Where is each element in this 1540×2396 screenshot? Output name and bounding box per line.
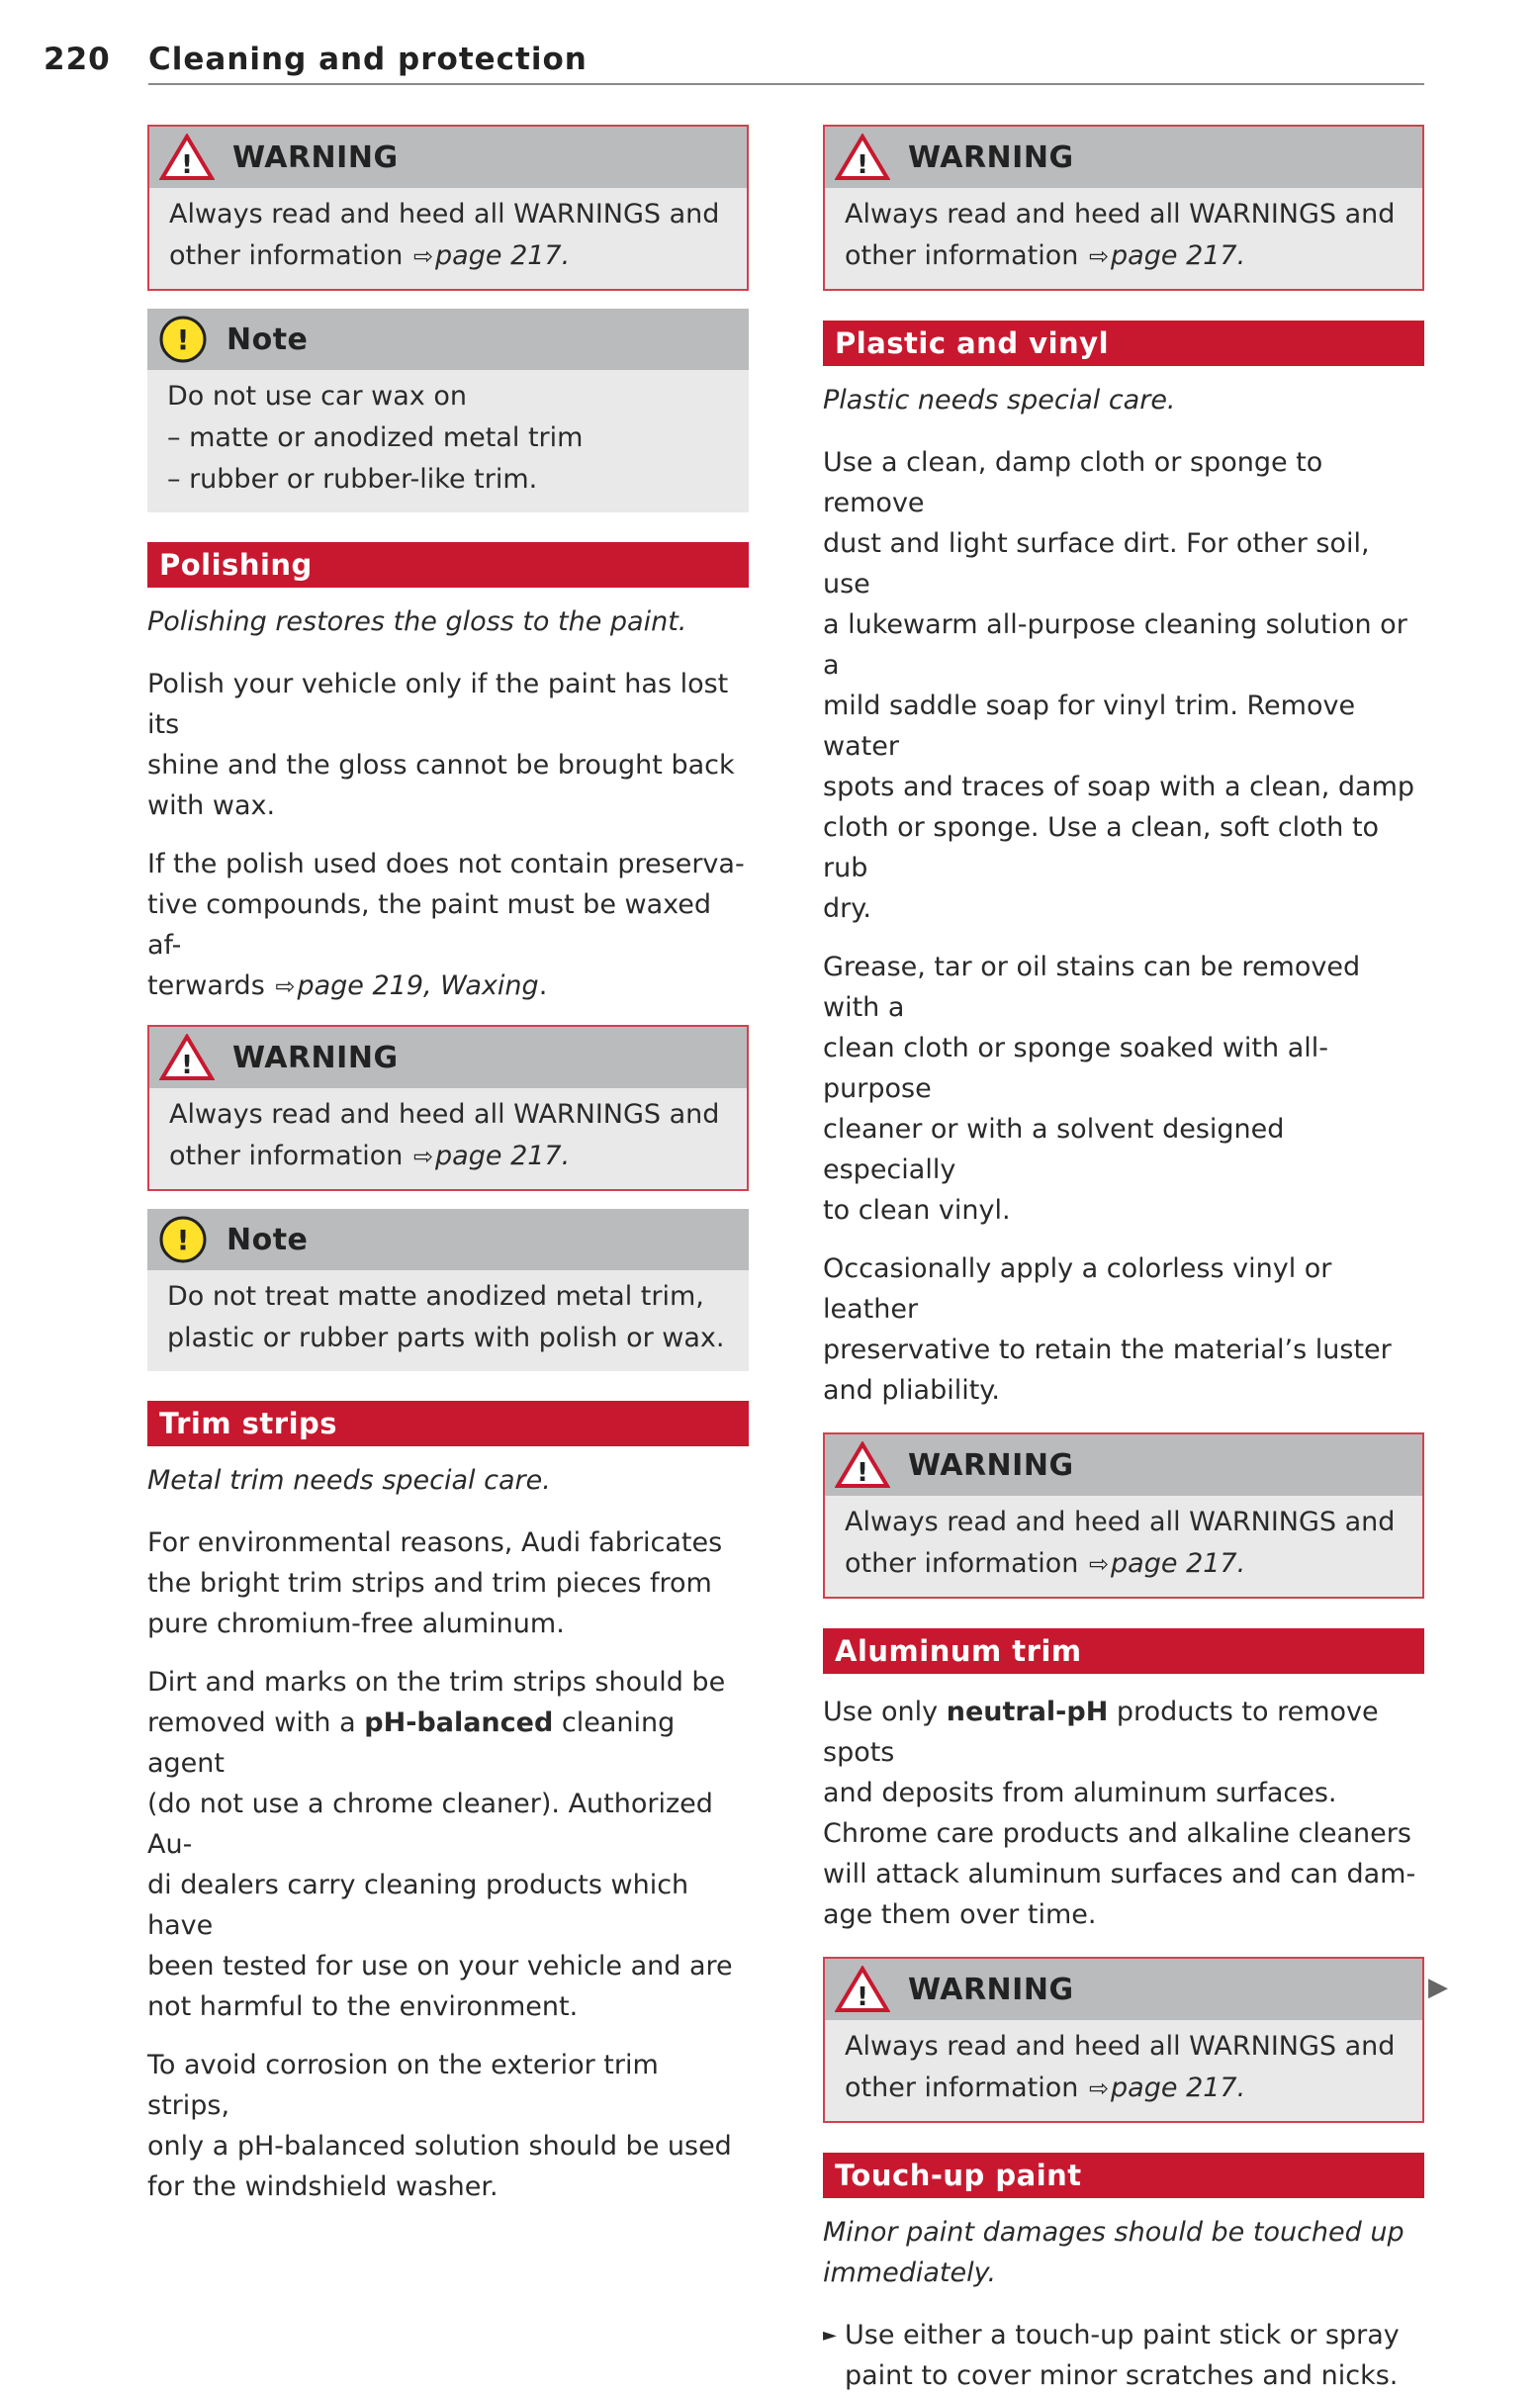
warning-text: Always read and heed all WARNINGS and other information ⇨page 217.	[169, 199, 720, 271]
warning-header	[825, 1959, 1422, 2020]
section-lead: Minor paint damages should be touched up immediately.	[823, 2217, 1404, 2288]
section-heading-aluminum-trim: Aluminum trim	[823, 1628, 1424, 1674]
svg-text:!: !	[176, 323, 190, 356]
section-lead: Polishing restores the gloss to the paint.	[147, 606, 687, 637]
continue-arrow-icon: ▶	[1428, 1973, 1448, 2002]
warning-text: Always read and heed all WARNINGS and other information ⇨page 217.	[845, 2031, 1396, 2103]
warning-text: Always read and heed all WARNINGS and other information ⇨page 217.	[845, 199, 1396, 271]
warning-title: WARNING	[908, 139, 1074, 175]
note-box	[147, 1209, 749, 1371]
svg-text:!: !	[857, 1458, 868, 1488]
warning-triangle-icon	[159, 1034, 215, 1081]
warning-header	[149, 127, 747, 188]
arrow-right-icon: ⇨	[1088, 242, 1110, 270]
section-heading-polishing: Polishing	[147, 542, 749, 588]
instruction-step: ► Use either a touch-up paint stick or spray paint to cover minor scratches and nicks.	[823, 2315, 1424, 2396]
warning-header	[149, 1027, 747, 1088]
warning-text: Always read and heed all WARNINGS and other information ⇨page 217.	[845, 1507, 1396, 1579]
section-heading-trim-strips: Trim strips	[147, 1401, 749, 1446]
page-reference-link[interactable]: page 217.	[435, 1141, 571, 1171]
left-column	[147, 125, 749, 2207]
warning-box	[823, 1432, 1424, 1599]
warning-text: Always read and heed all WARNINGS and other information ⇨page 217.	[169, 1099, 720, 1171]
svg-text:!: !	[181, 150, 193, 180]
paragraph: For environmental reasons, Audi fabricates the bright trim strips and trim pieces from pure chromium-free aluminum.	[147, 1527, 723, 1639]
warning-box	[147, 1025, 749, 1191]
section-heading-plastic-vinyl: Plastic and vinyl	[823, 321, 1424, 366]
paragraph: Use only neutral-pH products to remove spots and deposits from aluminum surfaces. Chrome care products and alkaline cleaners will attack aluminum surfaces and can dam- age them over time.	[823, 1697, 1416, 1930]
warning-triangle-icon	[835, 1966, 890, 2013]
note-text: Do not use car wax on – matte or anodized metal trim – rubber or rubber-like trim.	[167, 381, 584, 495]
paragraph: Use a clean, damp cloth or sponge to remove dust and light surface dirt. For other soil, use a lukewarm all-purpose cleaning solution or a mild saddle soap for vinyl trim. Remove water spots and traces of soap with a clean, damp cloth or sponge. Use a clean, soft cloth to rub dry.	[823, 447, 1415, 924]
warning-box	[823, 1957, 1424, 2123]
svg-text:!: !	[176, 1224, 190, 1256]
page-reference-link[interactable]: page 219, Waxing	[297, 970, 539, 1001]
section-lead: Metal trim needs special care.	[147, 1465, 551, 1496]
section-lead: Plastic needs special care.	[823, 385, 1176, 415]
page-title: Cleaning and protection	[148, 42, 588, 77]
page-number: 220	[44, 42, 111, 77]
note-title: Note	[226, 1222, 309, 1257]
paragraph: If the polish used does not contain preserva- tive compounds, the paint must be waxed af- terwards ⇨page 219, Waxing.	[147, 849, 745, 1001]
arrow-right-icon: ⇨	[412, 242, 434, 270]
warning-box	[147, 125, 749, 291]
warning-title: WARNING	[232, 139, 399, 175]
note-text: Do not treat matte anodized metal trim, plastic or rubber parts with polish or wax.	[167, 1281, 725, 1353]
warning-box	[823, 125, 1424, 291]
svg-text:!: !	[857, 150, 868, 180]
warning-header	[825, 127, 1422, 188]
section-heading-touch-up-paint: Touch-up paint	[823, 2153, 1424, 2198]
page-header	[44, 38, 1424, 85]
svg-text:!: !	[857, 1982, 868, 2012]
note-title: Note	[226, 322, 309, 357]
note-header	[147, 309, 749, 370]
right-column	[823, 125, 1424, 2396]
exclamation-circle-icon	[157, 1214, 209, 1265]
header-divider	[148, 83, 1424, 85]
svg-text:!: !	[181, 1051, 193, 1080]
warning-title: WARNING	[232, 1040, 399, 1075]
bullet-triangle-icon: ►	[823, 2325, 837, 2346]
note-header	[147, 1209, 749, 1270]
page-reference-link[interactable]: page 217.	[435, 240, 571, 271]
arrow-right-icon: ⇨	[1088, 1550, 1110, 1578]
arrow-right-icon: ⇨	[275, 972, 296, 1000]
warning-triangle-icon	[159, 134, 215, 181]
warning-triangle-icon	[835, 134, 890, 181]
paragraph: Occasionally apply a colorless vinyl or leather preservative to retain the material’s luster and pliability.	[823, 1253, 1392, 1406]
paragraph: To avoid corrosion on the exterior trim strips, only a pH-balanced solution should be used for the windshield washer.	[147, 2050, 732, 2202]
arrow-right-icon: ⇨	[412, 1143, 434, 1170]
page-reference-link[interactable]: page 217.	[1111, 1548, 1246, 1579]
paragraph: Polish your vehicle only if the paint has lost its shine and the gloss cannot be brought back with wax.	[147, 669, 735, 821]
warning-header	[825, 1434, 1422, 1496]
note-box	[147, 309, 749, 512]
page-reference-link[interactable]: page 217.	[1111, 2073, 1246, 2103]
paragraph: Grease, tar or oil stains can be removed with a clean cloth or sponge soaked with all-purpose cleaner or with a solvent designed especially to clean vinyl.	[823, 952, 1361, 1226]
exclamation-circle-icon	[157, 314, 209, 365]
paragraph: Dirt and marks on the trim strips should be removed with a pH-balanced cleaning agent (do not use a chrome cleaner). Authorized Au- di dealers carry cleaning products which have been tested for use on your vehicle and are not harmful to the environment.	[147, 1667, 733, 2022]
arrow-right-icon: ⇨	[1088, 2074, 1110, 2102]
warning-title: WARNING	[908, 1972, 1074, 2007]
warning-triangle-icon	[835, 1441, 890, 1489]
page-reference-link[interactable]: page 217.	[1111, 240, 1246, 271]
warning-title: WARNING	[908, 1447, 1074, 1483]
